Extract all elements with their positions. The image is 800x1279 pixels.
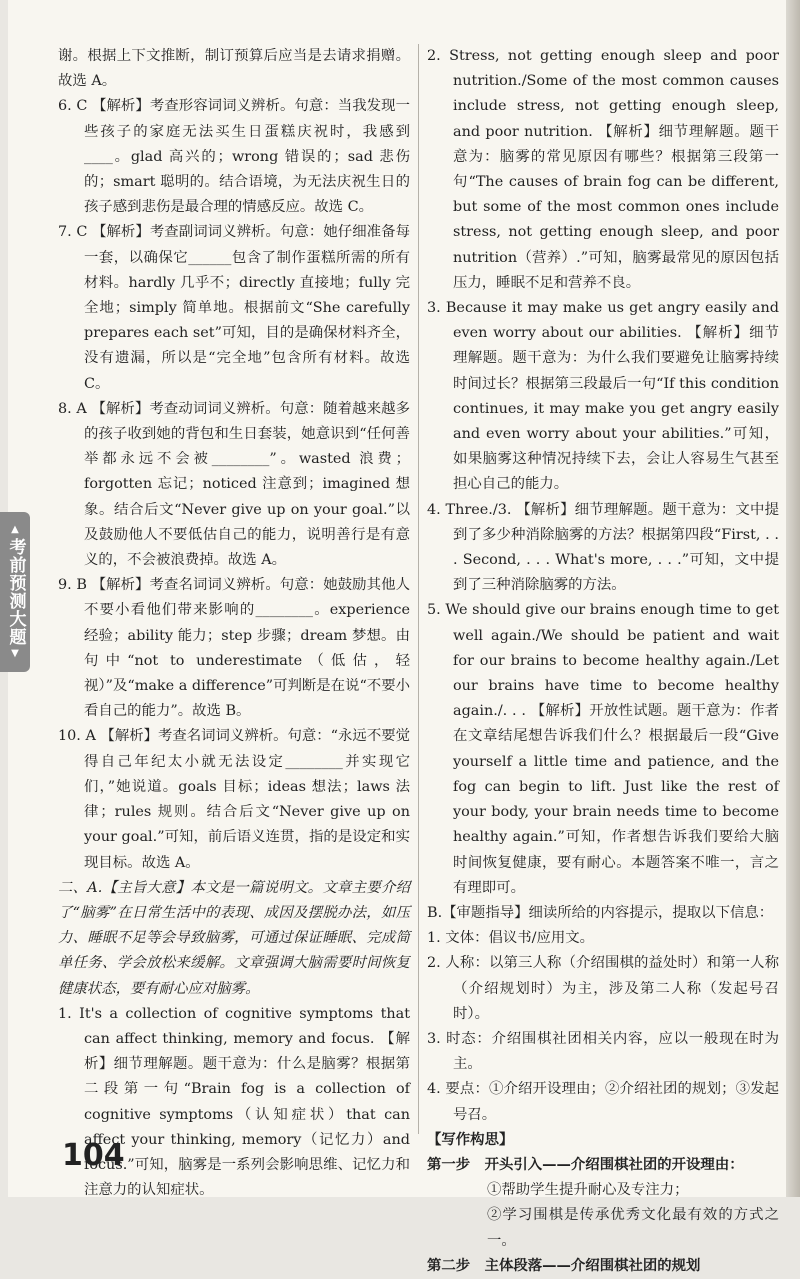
right-writing-plan: 【写作构思】 xyxy=(427,1131,514,1148)
right-section-b: B.【审题指导】细读所给的内容提示，提取以下信息： xyxy=(427,904,774,921)
right-point-3: 3. 时态：介绍围棋社团相关内容，应以一般现在时为主。 xyxy=(427,1030,779,1073)
page-number: 104 xyxy=(62,1138,125,1173)
right-answer-4: 4. Three./3. 【解析】细节理解题。题干意为：文中提到了多少种消除脑雾的方法？根据第四段“First, . . . Second, . . . What's more, . . .”可知，文中提到了三种消除脑雾的方法。 xyxy=(427,501,779,594)
left-item-10: 10. A 【解析】考查名词词义辨析。句意：“永远不要觉得自己年纪太小就无法设定________并实现它们，”她说道。goals 目标；ideas 想法；laws 法律；rules 规则。结合后文“Never give up on your goal.”可知，前后语义连贯，指的是设定和实现目标。故选 A。 xyxy=(58,728,410,871)
column-divider xyxy=(418,44,419,1134)
right-step-2: 第二步 主体段落——介绍围棋社团的规划 xyxy=(427,1257,701,1274)
right-column xyxy=(427,44,779,1279)
side-tab xyxy=(0,512,30,672)
right-step-1-a: ①帮助学生提升耐心及专注力； xyxy=(487,1182,689,1199)
right-answer-2: 2. Stress, not getting enough sleep and poor nutrition./Some of the most common causes include stress, not getting enough sleep, and poor nutrition. 【解析】细节理解题。题干意为：脑雾的常见原因有哪些？根据第三段第一句“The causes of brain fog can be different, but some of the most common ones include stress, not getting enough sleep, and poor nutrition（营养）.”可知，脑雾最常见的原因包括压力，睡眠不足和营养不良。 xyxy=(427,48,779,291)
left-summary: 二、A.【主旨大意】本文是一篇说明文。文章主要介绍了“脑雾”在日常生活中的表现、成因及摆脱办法，如压力、睡眠不足等会导致脑雾，可通过保证睡眠、完成简单任务、学会放松来缓解。文章强调大脑需要时间恢复健康状态，要有耐心应对脑雾。 xyxy=(58,879,410,997)
left-para-0: 谢。根据上下文推断，制订预算后应当是去请求捐赠。故选 A。 xyxy=(58,48,410,90)
side-tab-label: 考前预测大题 xyxy=(5,538,26,646)
right-point-1: 1. 文体：倡议书/应用文。 xyxy=(427,930,595,947)
right-point-4: 4. 要点：①介绍开设理由；②介绍社团的规划；③发起号召。 xyxy=(427,1081,779,1123)
right-answer-5: 5. We should give our brains enough time to get well again./We should be patient and wait for our brains to become healthy again./Let our brains have time to become healthy again./. . . 【解析】开放性试题。题干意为：作者在文章结尾想告诉我们什么？根据最后一段“Give yourself a little time and patience, and the fog can begin to lift. Just like the rest of your body, your brain needs time to become healthy again.”可知，作者想告诉我们要给大脑时间恢复健康，要有耐心。本题答案不唯一，言之有理即可。 xyxy=(427,602,779,896)
right-answer-3: 3. Because it may make us get angry easily and even worry about our abilities. 【解析】细节理解题。题干意为：为什么我们要避免让脑雾持续时间过长？根据第三段最后一句“If this condition continues, it may make you get angry easily and even worry about your abilities.”可知，如果脑雾这种情况持续下去，会让人容易生气甚至担心自己的能力。 xyxy=(427,300,779,493)
left-item-7: 7. C 【解析】考查副词词义辨析。句意：她仔细准备每一套，以确保它______包含了制作蛋糕所需的所有材料。hardly 几乎不；directly 直接地；fully 完全地；simply 简单地。根据前文“She carefully prepares each set”可知，目的是确保材料齐全，没有遗漏，所以是“完全地”包含所有材料。故选 C。 xyxy=(58,224,410,392)
left-item-6: 6. C 【解析】考查形容词词义辨析。句意：当我发现一些孩子的家庭无法买生日蛋糕庆祝时，我感到____。glad 高兴的；wrong 错误的；sad 悲伤的；smart 聪明的。结合语境，为无法庆祝生日的孩子感到悲伤是最合理的情感反应。故选 C。 xyxy=(58,98,410,216)
left-item-8: 8. A 【解析】考查动词词义辨析。句意：随着越来越多的孩子收到她的背包和生日套装，她意识到“任何善举都永远不会被________”。wasted 浪费；forgotten 忘记；noticed 注意到；imagined 想象。结合后文“Never give up on your goal.”以及鼓励他人不要低估自己的能力，说明善行是有意义的，不会被浪费掉。故选 A。 xyxy=(58,400,410,569)
right-step-1: 第一步 开头引入——介绍围棋社团的开设理由： xyxy=(427,1156,744,1173)
triangle-up-icon: ▲ xyxy=(11,524,19,535)
left-item-9: 9. B 【解析】考查名词词义辨析。句意：她鼓励其他人不要小看他们带来影响的________。experience 经验；ability 能力；step 步骤；dream 梦想。由句中“not to underestimate（低估，轻视）”及“make a difference”可判断是在说“不要小看自己的能力”。故选 B。 xyxy=(58,577,410,720)
triangle-down-icon: ▼ xyxy=(11,648,19,659)
right-step-1-b: ②学习围棋是传承优秀文化最有效的方式之一。 xyxy=(487,1207,779,1249)
right-point-2: 2. 人称：以第三人称（介绍围棋的益处时）和第一人称（介绍规划时）为主，涉及第二人称（发起号召时）。 xyxy=(427,955,779,1022)
left-column xyxy=(58,44,410,1203)
page-edge xyxy=(786,0,800,1197)
left-answer-1: 1. It's a collection of cognitive symptoms that can affect thinking, memory and focus. 【解析】细节理解题。题干意为：什么是脑雾？根据第二段第一句“Brain fog is a collection of cognitive symptoms（认知症状）that can affect your thinking, memory（记忆力）and focus.”可知，脑雾是一系列会影响思维、记忆力和注意力的认知症状。 xyxy=(58,1005,410,1199)
